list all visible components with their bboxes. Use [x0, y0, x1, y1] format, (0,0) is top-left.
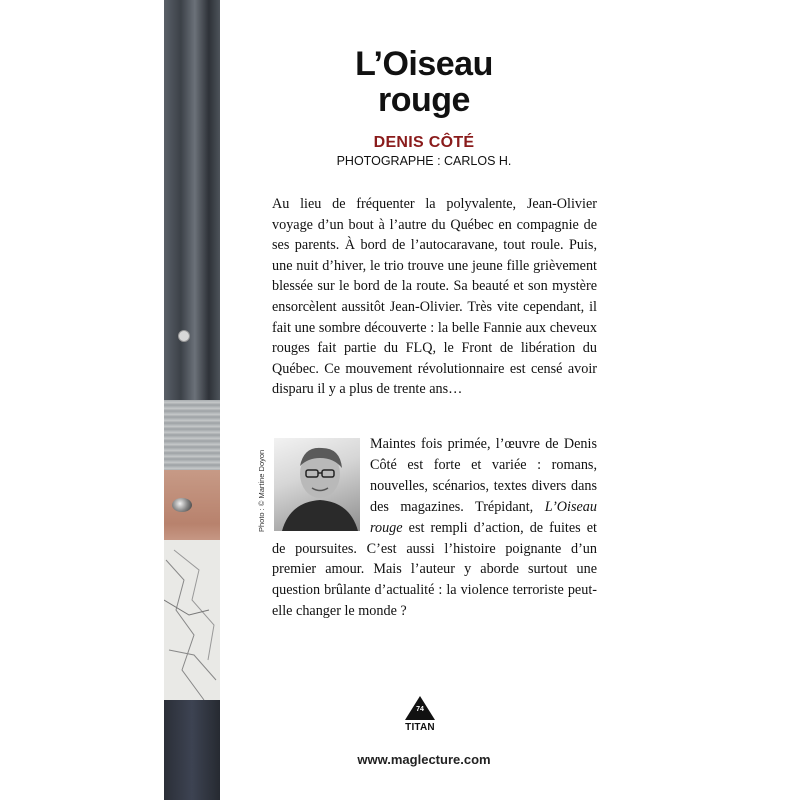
- website-link[interactable]: www.maglecture.com: [357, 752, 491, 767]
- book-title: [264, 46, 584, 118]
- series-brand: TITAN: [405, 722, 435, 733]
- jeans-image: [164, 700, 220, 800]
- book-title-line2: rouge: [378, 81, 470, 119]
- bio-part1: Maintes fois primée, l’œuvre de Denis Côté est forte et variée : romans, nouvelles, scénarios, textes divers dans des magazines. Trépidant,: [370, 436, 597, 515]
- author-photo: [274, 438, 360, 531]
- book-back-cover: [164, 0, 634, 800]
- jacket-button: [178, 330, 190, 342]
- photographer-credit: PHOTOGRAPHE : CARLOS H.: [336, 154, 512, 168]
- jacket-image: [164, 0, 220, 420]
- synopsis-text: Au lieu de fréquenter la polyvalente, Jean-Olivier voyage d’un bout à l’autre du Québec en compagnie de ses parents. À bord de l’autocaravane, tout roule. Puis, une nuit d’hiver, le trio trouve une jeune fille grièvement blessée sur le bord de la route. Sa beauté et son mystère ensorcèlent aussitôt Jean-Olivier. Très vite cependant, il fait une sombre découverte : la belle Fannie aux cheveux rouges fait partie du FLQ, le Front de libération du Québec. Ce mouvement révolutionnaire est censé avoir disparu il y a plus de trente ans…: [272, 196, 597, 398]
- book-title-line1: L’Oiseau: [355, 45, 493, 83]
- series-number: 74: [416, 706, 424, 713]
- ring-image: [172, 498, 192, 512]
- author-name: DENIS CÔTÉ: [373, 134, 475, 151]
- sweater-sleeve-image: [164, 400, 220, 480]
- cover-photo-strip: [164, 0, 220, 800]
- bio-book-title: L’Oiseau rouge: [370, 498, 597, 536]
- photo-credit: Photo : © Martine Doyon: [257, 449, 266, 532]
- map-paper-image: [164, 540, 220, 720]
- bio-part2: est rempli d’action, de fuites et de poursuites. C’est aussi l’histoire poignante d’un premier amour. Mais l’auteur y aborde surtout une question brûlante d’actualité : la violence terroriste peut-elle changer le monde ?: [272, 519, 597, 620]
- titan-logo: [405, 696, 435, 736]
